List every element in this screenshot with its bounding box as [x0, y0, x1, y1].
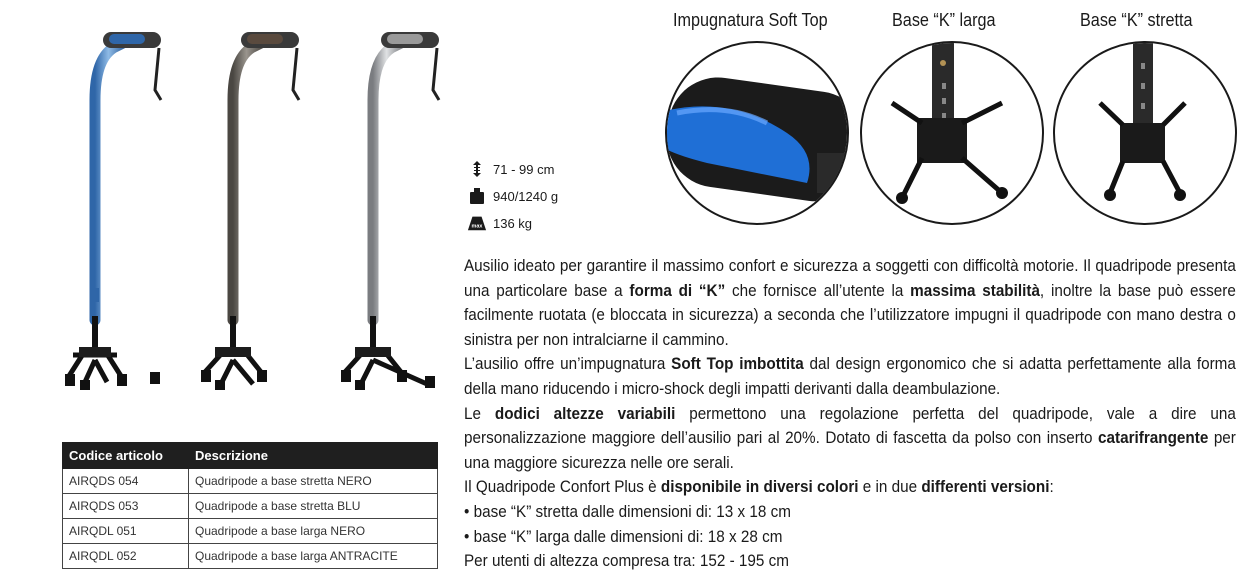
article-description: Quadripode a base stretta BLU: [189, 494, 438, 519]
height-adjust-icon: [467, 160, 487, 178]
detail-title-grip: Impugnatura Soft Top: [673, 10, 828, 30]
article-code: AIRQDS 054: [63, 469, 189, 494]
cane-silver: [341, 32, 439, 390]
description-bullet-wide: • base “K” larga dalle dimensioni di: 18 x 28 cm: [464, 526, 783, 546]
spec-weight-text: 940/1240 g: [493, 188, 559, 204]
description-paragraph-2: L’ausilio offre un’impugnatura Soft Top imbottita dal design ergonomico che si adatta perfettamente alla forma della mano riducendo i micro-shock degli impatti derivanti dalla deambulazione.: [464, 354, 1236, 398]
column-header-description: Descrizione: [189, 443, 438, 469]
cane-anthracite: [201, 32, 299, 390]
detail-title-narrow-base: Base “K” stretta: [1080, 10, 1193, 30]
article-description: Quadripode a base larga ANTRACITE: [189, 544, 438, 569]
detail-image-wide-base: [860, 41, 1044, 225]
table-header-row: [63, 443, 438, 469]
description-paragraph-1: Ausilio ideato per garantire il massimo confort e sicurezza a soggetti con difficoltà motorie. Il quadripode presenta una particolare base a forma di “K” che fornisce all’utente la massima stabilità, inoltre la base può essere facilmente ruotata (e bloccata in sicurezza) a seconda che l’utilizzatore impugni il quadripode con mano destra o sinistra per non intralciarne il cammino.: [464, 256, 1236, 349]
detail-image-grip: [665, 41, 849, 225]
max-load-icon: [467, 214, 487, 232]
description-bullet-narrow: • base “K” stretta dalle dimensioni di: 13 x 18 cm: [464, 501, 791, 521]
table-row: [63, 469, 438, 494]
article-code: AIRQDL 051: [63, 519, 189, 544]
spec-weight: [467, 187, 558, 205]
table-row: [63, 494, 438, 519]
detail-image-narrow-base: [1053, 41, 1237, 225]
table-row: [63, 519, 438, 544]
product-description: [464, 254, 1236, 574]
detail-title-wide-base: Base “K” larga: [892, 10, 996, 30]
article-code: AIRQDL 052: [63, 544, 189, 569]
product-image: [55, 20, 455, 410]
table-row: [63, 544, 438, 569]
column-header-code: Codice articolo: [63, 443, 189, 469]
article-description: Quadripode a base larga NERO: [189, 519, 438, 544]
max-load-icon-label: max: [471, 223, 483, 230]
weight-icon: [467, 187, 487, 205]
spec-height-text: 71 - 99 cm: [493, 161, 555, 177]
article-description: Quadripode a base stretta NERO: [189, 469, 438, 494]
article-code: AIRQDS 053: [63, 494, 189, 519]
cane-blue: [65, 32, 161, 390]
description-paragraph-3: Le dodici altezze variabili permettono una regolazione perfetta del quadripode, vale a dire una personalizzazione maggiore dell’ausilio pari al 20%. Dotato di fascetta da polso con inserto catarifrangente per una maggiore sicurezza nelle ore serali.: [464, 403, 1236, 472]
article-table: [62, 442, 438, 569]
spec-height: [467, 160, 554, 178]
description-user-height: Per utenti di altezza compresa tra: 152 - 195 cm: [464, 551, 789, 571]
spec-max-load-text: 136 kg: [493, 215, 533, 231]
description-paragraph-4: Il Quadripode Confort Plus è disponibile in diversi colori e in due differenti versioni:: [464, 477, 1054, 497]
spec-max-load: [467, 214, 532, 232]
